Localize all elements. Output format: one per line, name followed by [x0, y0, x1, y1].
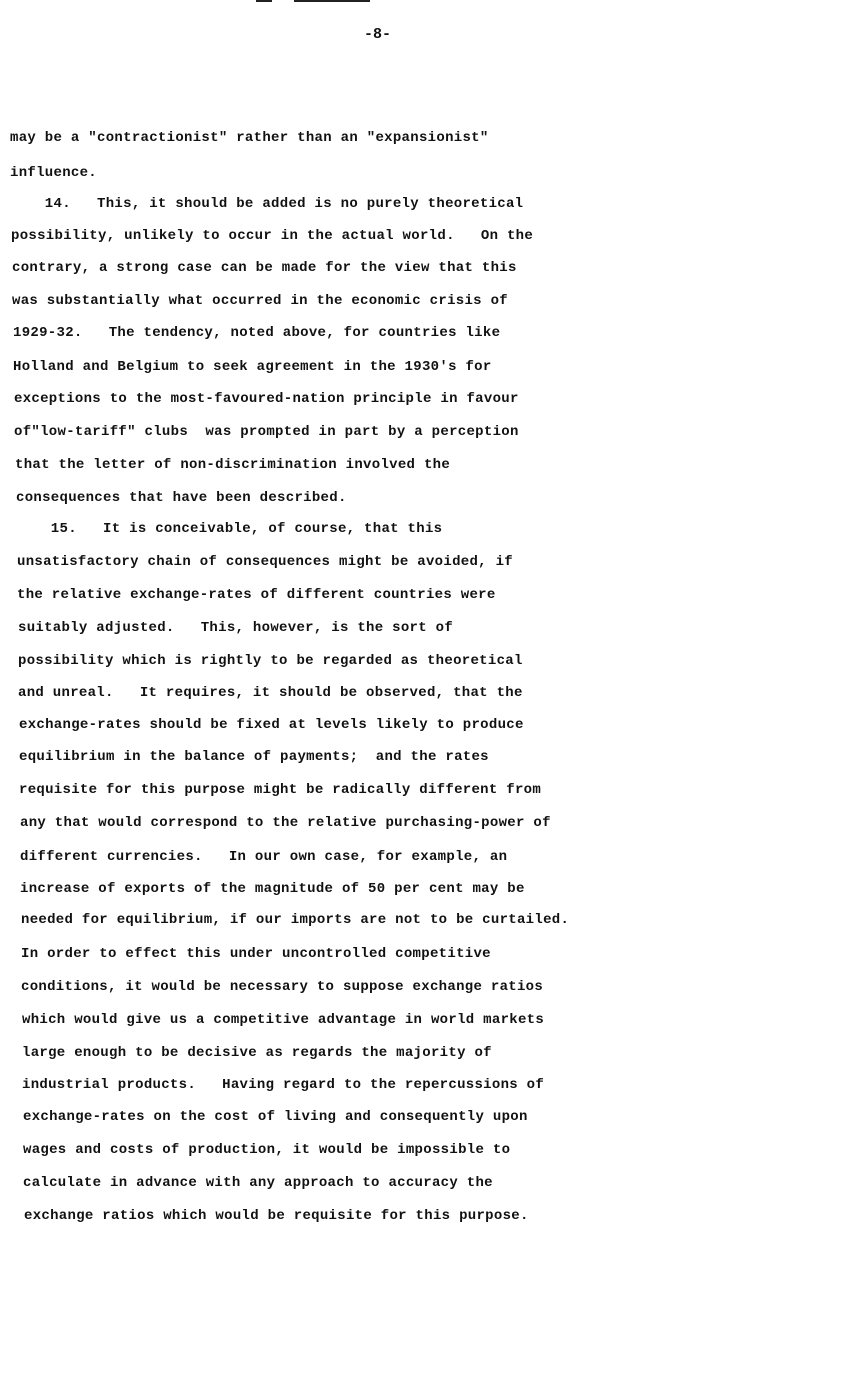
text-line: influence. — [10, 165, 98, 181]
text-line: of"low-tariff" clubs was prompted in part by a perception — [14, 424, 519, 440]
text-line: may be a "contractionist" rather than an "expansionist" — [10, 130, 489, 146]
text-line: possibility which is rightly to be regarded as theoretical — [18, 653, 523, 669]
text-line: consequences that have been described. — [16, 490, 347, 506]
text-line: 1929-32. The tendency, noted above, for countries like — [13, 325, 501, 341]
text-line: increase of exports of the magnitude of 50 per cent may be — [20, 881, 525, 897]
text-line: contrary, a strong case can be made for the view that this — [12, 260, 517, 276]
top-rule-right — [294, 0, 370, 2]
text-line: which would give us a competitive advantage in world markets — [22, 1012, 545, 1028]
text-line: that the letter of non-discrimination involved the — [15, 457, 451, 473]
text-line: In order to effect this under uncontrolled competitive — [21, 946, 491, 962]
text-line: 15. It is conceivable, of course, that this — [16, 521, 443, 537]
text-line: any that would correspond to the relative purchasing-power of — [20, 815, 551, 831]
text-line: suitably adjusted. This, however, is the sort of — [18, 620, 454, 636]
top-rule-left — [256, 0, 272, 2]
text-line: Holland and Belgium to seek agreement in the 1930's for — [13, 359, 492, 375]
text-line: calculate in advance with any approach to accuracy the — [23, 1175, 493, 1191]
text-line: requisite for this purpose might be radically different from — [19, 782, 542, 798]
text-line: different currencies. In our own case, for example, an — [20, 849, 508, 865]
text-line: the relative exchange-rates of different countries were — [17, 587, 496, 603]
text-line: needed for equilibrium, if our imports are not to be curtailed. — [21, 912, 570, 928]
text-line: possibility, unlikely to occur in the actual world. On the — [11, 228, 534, 244]
text-line: exchange-rates should be fixed at levels likely to produce — [19, 717, 524, 733]
text-line: exchange-rates on the cost of living and consequently upon — [23, 1109, 528, 1125]
text-line: 14. This, it should be added is no purely theoretical — [10, 196, 524, 212]
text-line: exceptions to the most-favoured-nation principle in favour — [14, 391, 519, 407]
text-line: large enough to be decisive as regards the majority of — [22, 1045, 492, 1061]
text-line: and unreal. It requires, it should be observed, that the — [18, 685, 523, 701]
text-line: wages and costs of production, it would be impossible to — [23, 1142, 511, 1158]
page-number: -8- — [364, 26, 392, 43]
text-line: equilibrium in the balance of payments; and the rates — [19, 749, 489, 765]
text-line: was substantially what occurred in the economic crisis of — [12, 293, 508, 309]
text-line: industrial products. Having regard to the repercussions of — [22, 1077, 545, 1093]
text-line: exchange ratios which would be requisite for this purpose. — [24, 1208, 529, 1224]
text-line: conditions, it would be necessary to suppose exchange ratios — [21, 979, 544, 995]
text-line: unsatisfactory chain of consequences might be avoided, if — [17, 554, 513, 570]
